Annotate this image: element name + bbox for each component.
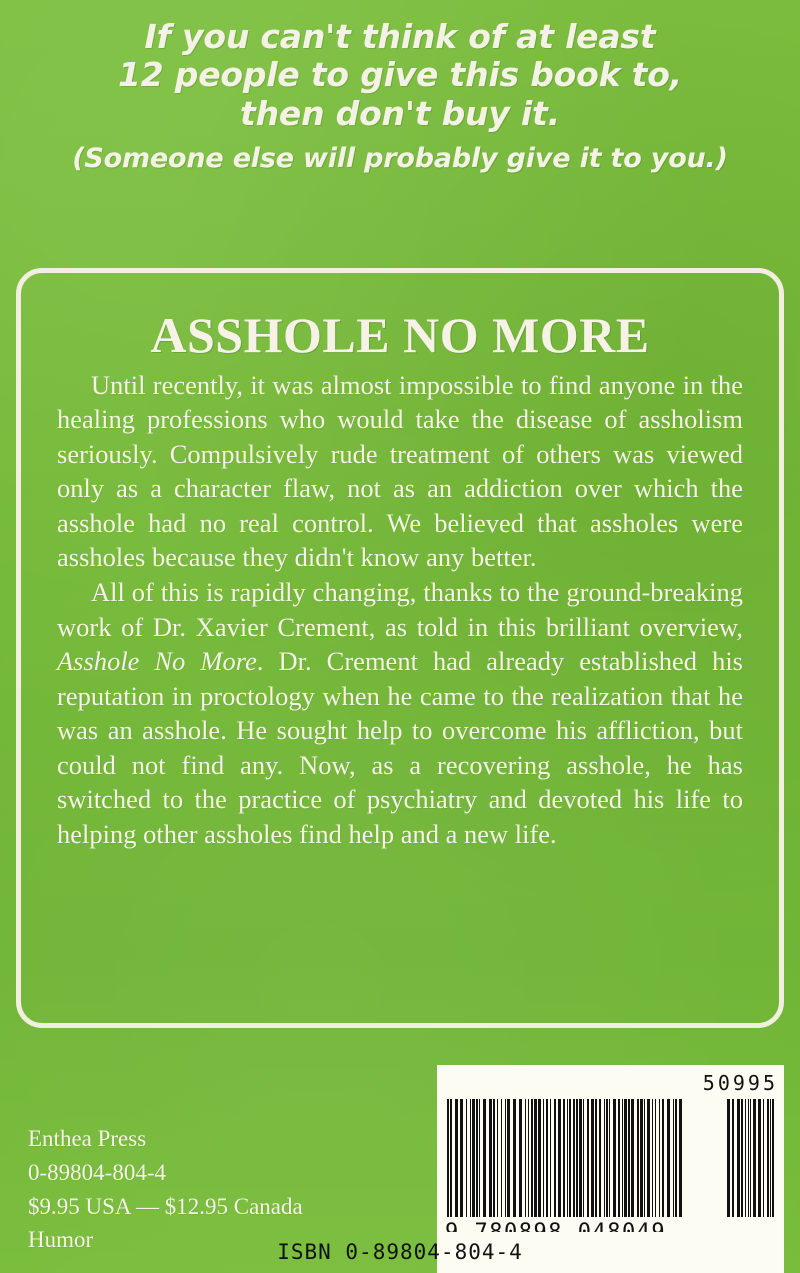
blurb-paragraph-2 [57, 575, 743, 852]
panel-title: ASSHOLE NO MORE [150, 307, 650, 363]
blurb-text [57, 368, 743, 852]
barcode-bars [447, 1099, 715, 1217]
isbn-short: 0-89804-804-4 [28, 1159, 166, 1185]
blurb-panel [16, 268, 784, 1028]
publisher-name: Enthea Press [28, 1126, 147, 1151]
blurb-paragraph-2-part-1: All of this is rapidly changing, thanks to the ground-breaking work of Dr. Xavier Crement, as told in this brilliant overview, [57, 576, 743, 642]
blurb-paragraph-2-part-2: . Dr. Crement had already established his reputation in proctology when he came to the realization that he was an asshole. He sought help to overcome his affliction, but could not find any. Now, as a recovering asshole, he has switched to the practice of psychiatry and devoted his life to helping other assholes find help and a new life. [57, 646, 743, 850]
tagline-line-4: (Someone else will probably give it to you.) [72, 142, 728, 174]
tagline-line-2: 12 people to give this book to, [117, 55, 683, 95]
barcode-addon-digits: 50995 [702, 1071, 778, 1095]
blurb-paragraph-1: Until recently, it was almost impossible to find anyone in the healing professions who would take the disease of assholism seriously. Compulsively rude treatment of others was viewed only as a character flaw, not as an addiction over which the asshole had no real control. We believed that assholes were assholes because they didn't know any better. [57, 369, 743, 573]
tagline [0, 18, 800, 174]
price-line: $9.95 USA — $12.95 Canada [28, 1193, 303, 1219]
book-title-italic: Asshole No More [57, 646, 257, 677]
barcode-isbn-line: ISBN 0-89804-804-4 [277, 1240, 523, 1264]
barcode-block [437, 1065, 784, 1253]
tagline-line-1: If you can't think of at least [144, 17, 656, 56]
category-line: Humor [28, 1227, 94, 1253]
imprint-block [28, 1122, 303, 1257]
tagline-line-3: then don't buy it. [240, 93, 560, 133]
barcode-addon-bars [727, 1099, 775, 1217]
